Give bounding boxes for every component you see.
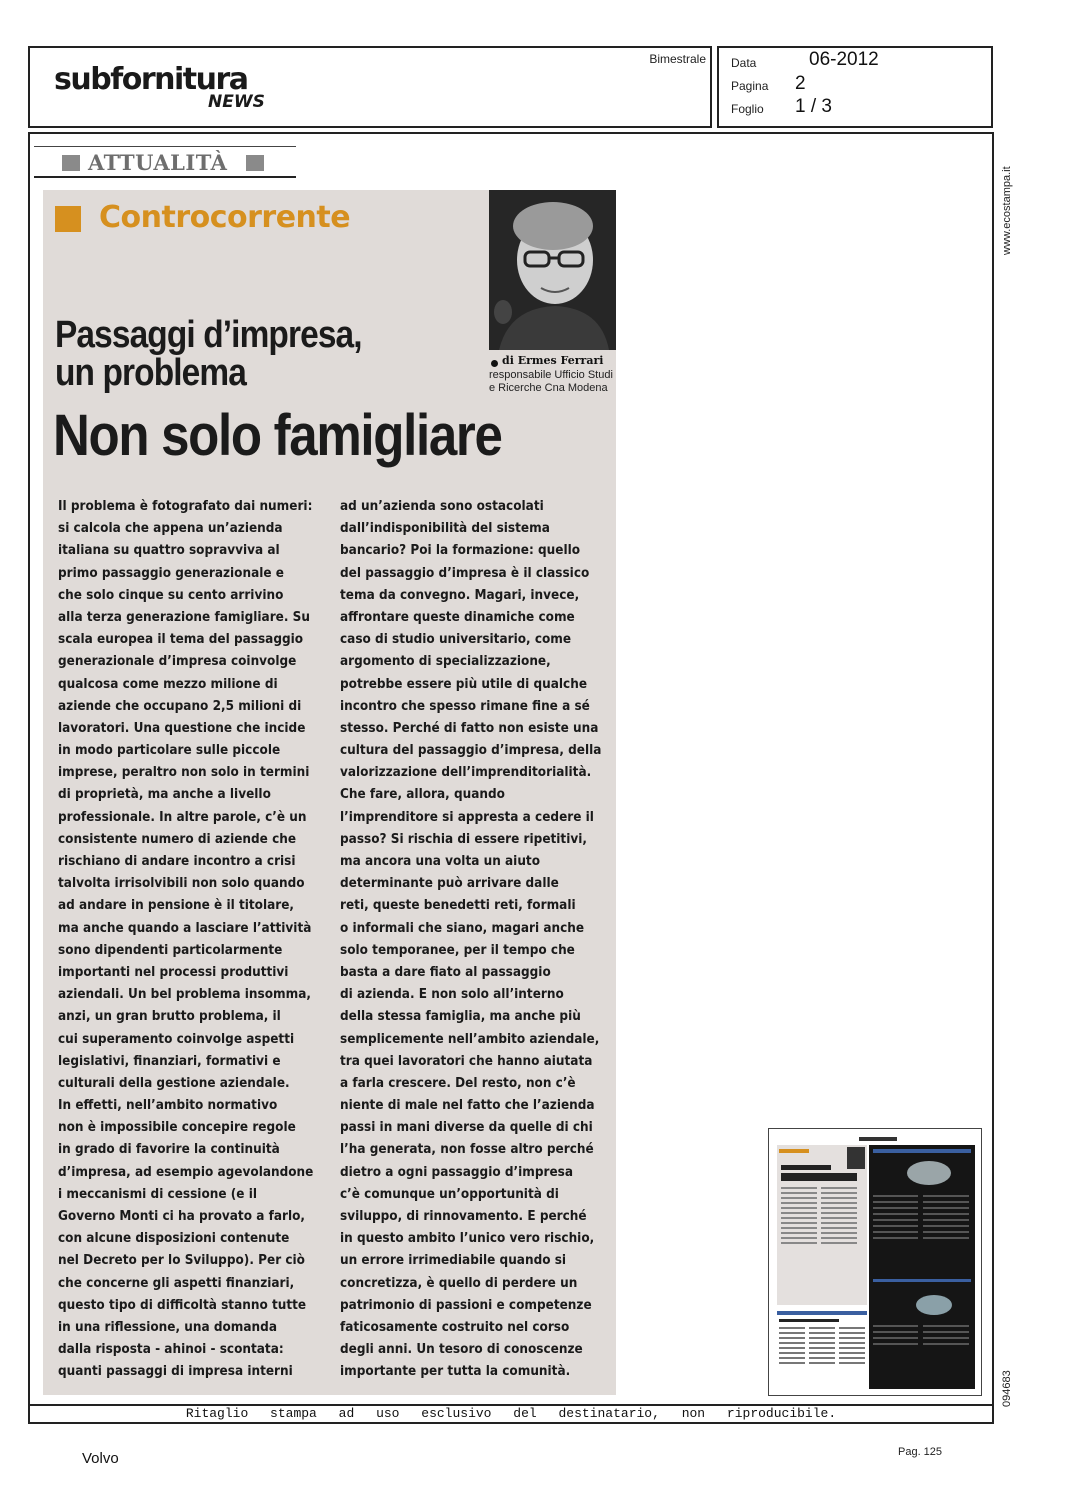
article-text-line: patrimonio di passioni e competenze <box>340 1297 592 1313</box>
article-text-line: cui superamento coinvolge aspetti <box>58 1031 295 1047</box>
article-text-line: affrontare queste dinamiche come <box>340 609 575 625</box>
kicker-square <box>55 206 81 232</box>
article-text-line: sviluppo, di rinnovamento. E perché <box>340 1209 587 1224</box>
article-text-line: del passaggio d’impresa è il classico <box>340 565 590 581</box>
page-thumbnail <box>768 1128 982 1396</box>
article-text-line: sono dipendenti particolarmente <box>58 942 283 958</box>
publication-logo: subfornitura <box>54 62 248 97</box>
meta-label-date: Data <box>731 56 757 70</box>
article-text-line: concretizza, è quello di perdere un <box>340 1275 578 1291</box>
article-text-line: semplicemente nell’ambito aziendale, <box>340 1031 600 1047</box>
client-name: Volvo <box>82 1450 119 1467</box>
article-text-line: i meccanismi di cessione (e il <box>58 1186 258 1202</box>
article-title-line: Passaggi d’impresa, <box>55 314 362 356</box>
article-text-line: lavoratori. Una questione che incide <box>58 720 306 736</box>
article-text-line: non è impossibile concepire regole <box>58 1120 296 1136</box>
author-portrait-image <box>489 190 616 350</box>
article-text-line: dall’indisponibilità del sistema <box>340 521 550 537</box>
author-photo <box>489 190 616 350</box>
article-text-line: aziendali. Un bel problema insomma, <box>58 987 311 1003</box>
article-headline: Non solo famigliare <box>53 403 502 468</box>
article-text-line: niente di male nel fatto che l’azienda <box>340 1098 595 1114</box>
article-text-line: l’imprenditore si appresta a cedere il <box>340 809 594 825</box>
article-text-line: cultura del passaggio d’impresa, della <box>340 743 602 759</box>
article-kicker: Controcorrente <box>99 200 351 235</box>
article-text-line: o informali che siano, magari anche <box>340 920 585 936</box>
article-title <box>55 316 362 392</box>
article-text-line: anzi, un gran brutto problema, il <box>58 1009 281 1025</box>
article-text-line: Governo Monti ci ha provato a farlo, <box>58 1209 306 1224</box>
article-text-line: dalla risposta - ahinoi - scontata: <box>58 1342 284 1358</box>
article-text-line: basta a dare fiato al passaggio <box>340 964 551 980</box>
article-text-line: generazionale d’impresa coinvolge <box>58 654 297 670</box>
article-text-line: nel Decreto per lo Sviluppo). Per ciò <box>58 1253 305 1269</box>
article-text-line: ma anche quando a lasciare l’attività <box>58 920 312 936</box>
byline-bullet <box>491 360 498 367</box>
section-square-left <box>62 155 80 171</box>
article-text-line: qualcosa come mezzo milione di <box>58 676 278 692</box>
article-text-line: che concerne gli aspetti finanziari, <box>58 1275 295 1291</box>
article-text-line: faticosamente costruito nel corso <box>340 1319 570 1335</box>
article-text-line: dietro a ogni passaggio d’impresa <box>340 1164 574 1180</box>
meta-label-sheet: Foglio <box>731 102 764 116</box>
article-text-line: importanti nel processi produttivi <box>58 964 289 980</box>
article-text-line: Il problema è fotografato dai numeri: <box>58 499 313 514</box>
side-code-text: 094683 <box>1001 1370 1013 1407</box>
article-text-line: aziende che occupano 2,5 milioni di <box>58 698 302 714</box>
article-text-line: in grado di favorire la continuità <box>58 1142 280 1158</box>
meta-label-page: Pagina <box>731 79 769 93</box>
article-text-line: d’impresa, ad esempio agevolandone <box>58 1164 314 1180</box>
article-text-line: di proprietà, ma anche a livello <box>58 787 271 803</box>
publication-logo-sub: NEWS <box>208 92 265 112</box>
article-text-line: culturali della gestione aziendale. <box>58 1075 290 1091</box>
article-text-line: un errore irrimediabile quando si <box>340 1253 567 1269</box>
article-text-line: si calcola che appena un’azienda <box>58 521 283 537</box>
article-text-line: l’ha generata, non fosse altro perché <box>340 1142 594 1158</box>
article-text-line: tra quei lavoratori che hanno aiutata <box>340 1053 593 1069</box>
author-role-line: e Ricerche Cna Modena <box>489 382 608 394</box>
article-text-line: alla terza generazione famigliare. Su <box>58 609 310 625</box>
side-url-text: www.ecostampa.it <box>1001 166 1013 255</box>
side-code <box>996 1360 1016 1410</box>
article-text-line: importante per tutta la comunità. <box>340 1364 571 1380</box>
article-text-line: legislativi, finanziari, formativi e <box>58 1053 281 1069</box>
article-text-line: potrebbe essere più utile di qualche <box>340 676 588 692</box>
article-text-line: professionale. In altre parole, c’è un <box>58 809 307 825</box>
article-text-line: imprese, peraltro non solo in termini <box>58 765 310 781</box>
article-text-line: in una riflessione, una domanda <box>58 1319 277 1335</box>
author-role <box>489 369 614 395</box>
article-text-line: della stessa famiglia, ma anche più <box>340 1009 581 1025</box>
article-text-line: c’è comunque un’opportunità di <box>340 1186 559 1202</box>
article-text-line: in questo ambito l’unico vero rischio, <box>340 1231 595 1247</box>
article-text-line: stesso. Perché di fatto non esiste una <box>340 720 599 736</box>
article-text-line: con alcune disposizioni contenute <box>58 1231 290 1247</box>
article-text-line: scala europea il tema del passaggio <box>58 632 304 648</box>
article-text-line: italiana su quattro sopravviva al <box>58 543 280 559</box>
article-text-line: quanti passaggi di impresa interni <box>58 1364 293 1380</box>
article-text-line: determinante può arrivare dalle <box>340 876 559 892</box>
article-title-line: un problema <box>55 352 246 394</box>
author-name: di Ermes Ferrari <box>502 354 604 367</box>
article-text-line: passi in mani diverse da quelle di chi <box>340 1120 593 1136</box>
article-text-line: questo tipo di difficoltà stanno tutte <box>58 1297 307 1313</box>
side-url <box>996 150 1016 260</box>
article-text-line: a farla crescere. Del resto, non c’è <box>340 1075 576 1091</box>
article-text-line: talvolta irrisolvibili non solo quando <box>58 876 305 892</box>
article-text-line: degli anni. Un tesoro di conoscenze <box>340 1342 583 1358</box>
meta-value-date: 06-2012 <box>809 49 879 70</box>
meta-value-sheet: 1 / 3 <box>795 96 832 117</box>
article <box>43 190 616 1395</box>
article-text-line: bancario? Poi la formazione: quello <box>340 543 581 559</box>
reproduction-disclaimer: Ritaglio stampa ad uso esclusivo del destinatario, non riproducibile. <box>185 1406 837 1421</box>
article-text-line: ad andare in pensione è il titolare, <box>58 898 295 914</box>
article-text-line: consistente numero di aziende che <box>58 831 297 847</box>
article-text-line: In effetti, nell’ambito normativo <box>58 1098 278 1114</box>
meta-value-page: 2 <box>795 73 806 94</box>
clipping-meta-box <box>717 46 993 128</box>
article-column-1 <box>58 496 313 1384</box>
article-text-line: in modo particolare sulle piccole <box>58 743 281 759</box>
article-text-line: argomento di specializzazione, <box>340 654 551 670</box>
article-text-line: Che fare, allora, quando <box>340 787 505 803</box>
author-role-line: responsabile Ufficio Studi <box>489 369 613 381</box>
article-text-line: solo temporanee, per il tempo che <box>340 942 575 958</box>
article-text-line: di azienda. E non solo all’interno <box>340 987 564 1003</box>
article-column-2 <box>340 496 601 1384</box>
periodicity-label: Bimestrale <box>649 52 706 66</box>
section-label <box>34 146 296 178</box>
article-text-line: caso di studio universitario, come <box>340 632 572 648</box>
article-text-line: ad un’azienda sono ostacolati <box>340 499 544 514</box>
section-square-right <box>246 155 264 171</box>
article-text-line: reti, queste benedetti reti, formali <box>340 898 576 914</box>
masthead-box <box>28 46 712 128</box>
article-text-line: valorizzazione dell’imprenditorialità. <box>340 765 592 781</box>
article-text-line: che solo cinque su cento arrivino <box>58 587 284 603</box>
page-thumbnail-image <box>769 1129 981 1395</box>
article-text-line: passo? Si rischia di essere ripetitivi, <box>340 831 587 847</box>
article-text-line: tema da convegno. Magari, invece, <box>340 587 580 603</box>
article-text-line: primo passaggio generazionale e <box>58 565 285 581</box>
article-text-line: rischiano di andare incontro a crisi <box>58 854 296 869</box>
article-text-line: ma ancora una volta un aiuto <box>340 854 541 869</box>
section-title: ATTUALITÀ <box>88 150 228 175</box>
article-text-line: incontro che spesso rimane fine a sé <box>340 698 590 714</box>
page-number: Pag. 125 <box>898 1446 943 1458</box>
